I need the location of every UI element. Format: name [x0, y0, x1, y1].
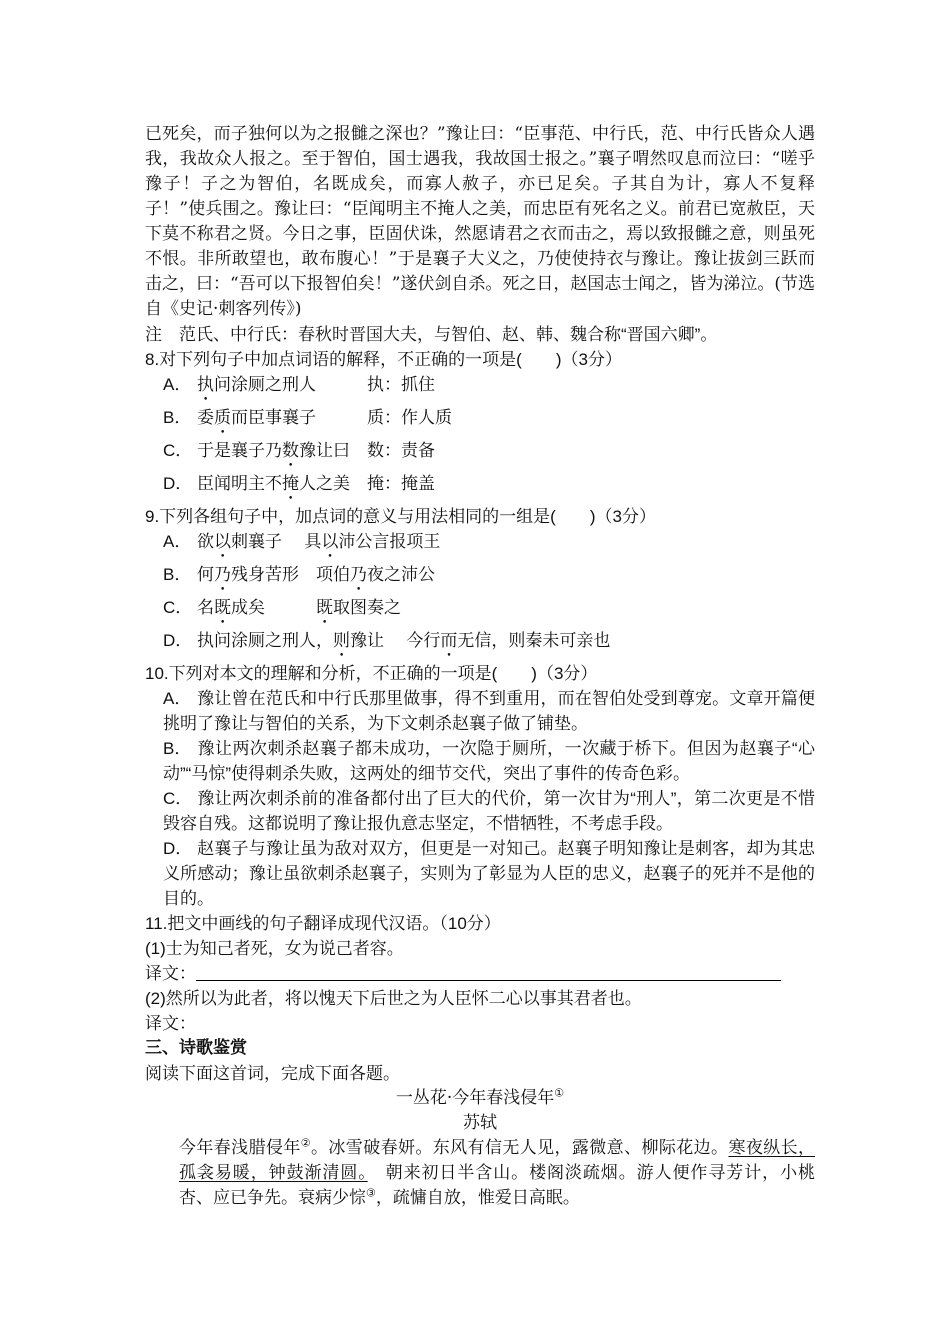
q8-option-b: B． 委质而臣事襄子 质：作人质 — [163, 408, 452, 428]
q10-option-b: B． 豫让两次刺杀赵襄子都未成功，一次隐于厕所，一次藏于桥下。但因为赵襄子“心动”“马惊”使得刺杀失败，这两处的细节交代，突出了事件的传奇色彩。 — [163, 739, 815, 783]
q11-answer-1 — [145, 961, 815, 986]
q10-option-c: C． 豫让两次刺杀前的准备都付出了巨大的代价，第一次甘为“刑人”，第二次更是不惜毁容自残。这都说明了豫让报仇意志坚定，不惜牺牲，不考虑手段。 — [163, 789, 815, 833]
q8-option-d: D． 臣闻明主不掩人之美 掩：掩盖 — [163, 474, 435, 494]
q8-option-c: C． 于是襄子乃数豫让曰 数：责备 — [163, 441, 435, 461]
q8-stem: 8.对下列句子中加点词语的解释，不正确的一项是( )（3分） — [145, 350, 622, 369]
q9-option-d: D． 执问涂厕之刑人，则豫让 今行而无信，则秦未可亲也 — [163, 631, 611, 651]
footnote-mark: ③ — [366, 1186, 376, 1200]
q8-option-a: A． 执问涂厕之刑人 执：抓住 — [163, 375, 435, 395]
q11-sentence-2: (2)然所以为此者，将以愧天下后世之为人臣怀二心以事其君者也。 — [145, 989, 642, 1008]
q10-options — [145, 686, 815, 911]
underlined-line: 寒夜纵长，孤衾易暖，钟鼓渐清圆。 — [179, 1138, 816, 1183]
passage-note: 注 范氏、中行氏：春秋时晋国大夫，与智伯、赵、韩、魏合称“晋国六卿”。 — [145, 325, 718, 344]
q9-stem: 9.下列各组句子中，加点词的意义与用法相同的一组是( )（3分） — [145, 507, 656, 526]
q9-options — [145, 529, 815, 661]
q10-option-d: D． 赵襄子与豫让虽为敌对双方，但更是一对知己。赵襄子明知豫让是刺客，却为其忠义所感动；豫让虽欲刺杀赵襄子，实则为了彰显为人臣的忠义，赵襄子的死并不是他的目的。 — [163, 839, 815, 908]
q9-option-b: B． 何乃残身苦形 项伯乃夜之沛公 — [163, 565, 435, 585]
section-heading: 三、诗歌鉴赏 — [145, 1038, 247, 1058]
footnote-mark: ① — [554, 1086, 565, 1100]
q11-sentence-1: (1)士为知己者死，女为说己者容。 — [145, 939, 404, 958]
section-instruction: 阅读下面这首词，完成下面各题。 — [145, 1064, 400, 1083]
answer-blank-line[interactable] — [196, 962, 781, 981]
q10-option-a: A． 豫让曾在范氏和中行氏那里做事，得不到重用，而在智伯处受到尊宠。文章开篇便挑明了豫让与智伯的关系，为下文刺杀赵襄子做了铺垫。 — [163, 689, 815, 733]
passage-text: 已死矣，而子独何以为之报雠之深也？”豫让曰：“臣事范、中行氏，范、中行氏皆众人遇我，我故众人报之。至于智伯，国士遇我，我故国士报之。”襄子喟然叹息而泣曰：“嗟乎豫子！子之为智伯，名既成矣，而寡人赦子，亦已足矣。子其自为计，寡人不复释子！”使兵围之。豫让曰：“臣闻明主不掩人之美，而忠臣有死名之义。前君已宽赦臣，天下莫不称君之贤。今日之事，臣固伏诛，然愿请君之衣而击之，焉以致报雠之意，则虽死不恨。非所敢望也，敢布腹心！”于是襄子大义之，乃使使持衣与豫让。豫让拔剑三跃而击之，曰：“吾可以下报智伯矣！”遂伏剑自杀。死之日，赵国志士闻之，皆为涕泣。(节选自《史记·刺客列传》) — [145, 124, 816, 319]
document-page — [145, 122, 815, 1211]
poem-author: 苏轼 — [463, 1113, 497, 1133]
footnote-mark: ② — [300, 1136, 312, 1150]
poem-title: 一丛花·今年春浅侵年① — [395, 1086, 565, 1108]
answer-label: 译文： — [145, 964, 196, 983]
q11-answer-2: 译文： — [145, 1014, 196, 1033]
q11-stem: 11.把文中画线的句子翻译成现代汉语。（10分） — [145, 914, 501, 933]
q10-stem: 10.下列对本文的理解和分析，不正确的一项是( )（3分） — [145, 664, 598, 683]
poem-text: 今年春浅腊侵年②。冰雪破春妍。东风有信无人见，露微意、柳际花边。寒夜纵长，孤衾易暖，钟鼓渐清圆。 朝来初日半含山。楼阁淡疏烟。游人便作寻芳计，小桃杏、应已争先。衰病少悰③，疏慵自放，惟爱日高眠。 — [179, 1136, 816, 1208]
q8-options — [145, 372, 815, 504]
q9-option-c: C． 名既成矣 既取图奏之 — [163, 598, 401, 618]
q9-option-a: A． 欲以刺襄子 具以沛公言报项王 — [163, 532, 441, 552]
